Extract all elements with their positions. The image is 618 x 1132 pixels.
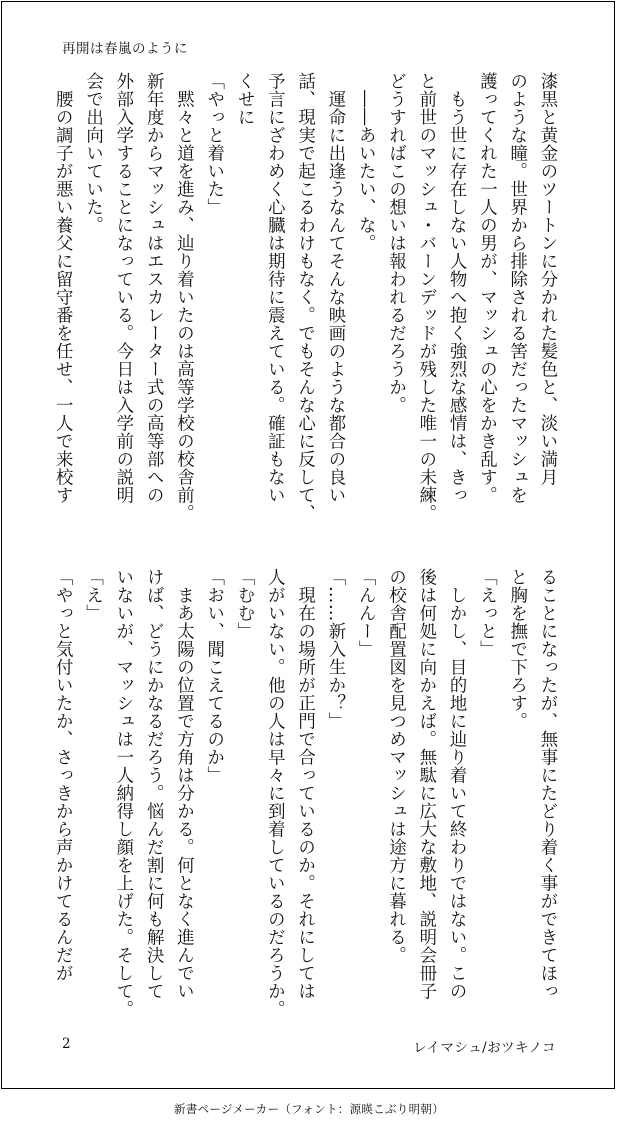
text-column: まあ太陽の位置で方角は分かる。何となく進んでい [173,568,194,1000]
text-column: 「おい、聞こえてるのか」 [203,568,224,784]
text-block-upper [47,72,562,532]
text-column: 「むむ」 [234,568,255,640]
text-column: 「やっと気付いたか、さっきから声かけてるんだが [52,568,73,982]
text-block-lower [47,568,562,1028]
text-column: 新年度からマッシュはエスカレーター式の高等部への [143,72,164,504]
text-column: ――あいたい、な。 [355,72,376,252]
text-column: しかし、目的地に辿り着いて終わりではない。この [446,568,467,1000]
book-page [1,1,615,1089]
page-number: 2 [62,1036,71,1052]
text-column: 「やっと着いた」 [203,72,224,216]
text-column: 「……新入生か？」 [324,568,345,730]
generator-credit: 新書ページメーカー（フォント：源暎こぶり明朝） [173,1102,445,1116]
text-column: 「んんー」 [355,568,376,658]
author-credit: レイマシュ/おツキノコ [413,1040,556,1056]
text-column: 黙々と道を進み、辿り着いたのは高等学校の校舎前。 [173,72,194,522]
text-column: 話、現実で起こるわけもなく。でもそんな心に反して、 [294,72,315,522]
text-column: のような瞳。世界から排除される筈だったマッシュを [506,72,527,504]
text-column: 「えっと」 [476,568,497,658]
text-column: 漆黒と黄金のツートンに分かれた髪色と、淡い満月 [537,72,557,486]
text-column: 人がいない。他の人は早々に到着しているのだろうか。 [264,568,285,1018]
text-column: 腰の調子が悪い養父に留守番を任せ、一人で来校す [52,72,73,504]
text-column: の校舎配置図を見つめマッシュは途方に暮れる。 [385,568,406,964]
text-column: 会で出向いていた。 [82,72,103,234]
text-column: 予言にざわめく心臓は期待に震えている。確証もない [264,72,285,504]
text-column: 後は何処に向かえば。無駄に広大な敷地、説明会冊子 [415,568,436,1000]
running-title: 再開は春嵐のように [62,41,188,57]
text-column: くせに [234,72,255,126]
text-column: 外部入学することになっている。今日は入学前の説明 [112,72,133,504]
text-column: と胸を撫で下ろす。 [506,568,527,730]
text-column: どうすればこの想いは報われるだろうか。 [385,72,406,414]
text-column: と前世のマッシュ・バーンデッドが残した唯一の未練。 [415,72,436,522]
text-column: ることになったが、無事にたどり着く事ができてほっ [537,568,557,1000]
text-column: いないが、マッシュは一人納得し顔を上げた。そして。 [112,568,133,1018]
text-column: もう世に存在しない人物へ抱く強烈な感情は、きっ [446,72,467,504]
text-column: 「え」 [82,568,103,622]
text-column: 現在の場所が正門で合っているのか。それにしては [294,568,315,1000]
text-column: 護ってくれた一人の男が、マッシュの心をかき乱す。 [476,72,497,504]
text-column: 運命に出逢うなんてそんな映画のような都合の良い [324,72,345,504]
text-column: けば、どうにかなるだろう。悩んだ割に何も解決して [143,568,164,1000]
